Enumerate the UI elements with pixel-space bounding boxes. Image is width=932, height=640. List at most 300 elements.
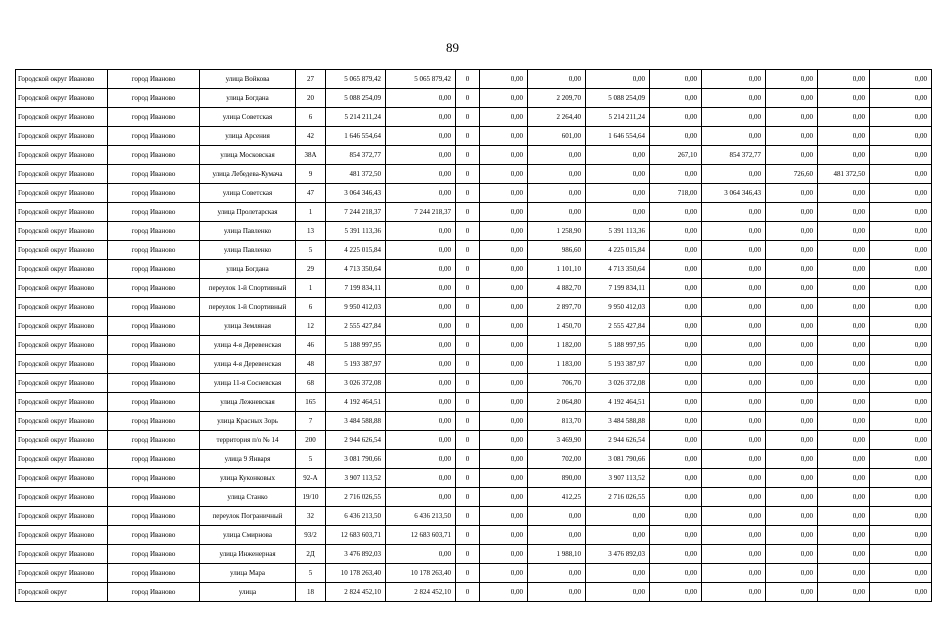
table-cell: 0,00	[818, 374, 870, 393]
table-cell: 5 214 211,24	[586, 108, 650, 127]
table-cell: 1 183,00	[528, 355, 586, 374]
table-cell: 0,00	[818, 336, 870, 355]
table-cell: 0,00	[650, 165, 702, 184]
table-cell: 32	[296, 507, 326, 526]
table-cell: Городской округ Иваново	[16, 89, 108, 108]
table-cell: 46	[296, 336, 326, 355]
table-cell: город Иваново	[108, 450, 200, 469]
data-table	[15, 69, 932, 602]
table-cell: улица 11-я Сосневская	[200, 374, 296, 393]
table-cell: Городской округ Иваново	[16, 412, 108, 431]
table-cell: 0,00	[766, 146, 818, 165]
table-cell: 1 101,10	[528, 260, 586, 279]
table-row	[16, 488, 932, 507]
table-cell: 7	[296, 412, 326, 431]
table-cell: 854 372,77	[326, 146, 386, 165]
table-cell: 0,00	[386, 450, 456, 469]
table-cell: 0,00	[528, 70, 586, 89]
table-cell: 0,00	[818, 488, 870, 507]
table-cell: 0,00	[818, 279, 870, 298]
table-row	[16, 526, 932, 545]
table-cell: 0,00	[818, 298, 870, 317]
table-cell: 0,00	[650, 336, 702, 355]
table-cell: 5 391 113,36	[586, 222, 650, 241]
table-cell: 2 555 427,84	[586, 317, 650, 336]
table-cell: 0,00	[528, 184, 586, 203]
table-cell: 0,00	[766, 469, 818, 488]
table-cell: 0,00	[386, 317, 456, 336]
table-cell: Городской округ Иваново	[16, 317, 108, 336]
table-cell: Городской округ Иваново	[16, 507, 108, 526]
table-cell: 0,00	[818, 127, 870, 146]
table-row	[16, 317, 932, 336]
table-cell: 3 476 892,03	[586, 545, 650, 564]
table-row	[16, 146, 932, 165]
table-cell: 27	[296, 70, 326, 89]
table-cell: 0,00	[480, 260, 528, 279]
table-cell: 4 713 350,64	[326, 260, 386, 279]
table-cell: 1 182,00	[528, 336, 586, 355]
table-cell: 0,00	[766, 108, 818, 127]
table-cell: 0,00	[586, 70, 650, 89]
table-cell: 2 716 026,55	[586, 488, 650, 507]
table-cell: 0	[456, 564, 480, 583]
table-cell: Городской округ Иваново	[16, 393, 108, 412]
table-cell: 0,00	[870, 184, 932, 203]
table-cell: 0	[456, 146, 480, 165]
table-cell: 0	[456, 70, 480, 89]
table-cell: 0,00	[480, 431, 528, 450]
table-cell: 68	[296, 374, 326, 393]
table-cell: 0,00	[650, 526, 702, 545]
table-cell: город Иваново	[108, 165, 200, 184]
table-cell: 0,00	[818, 260, 870, 279]
table-cell: улица Мара	[200, 564, 296, 583]
table-cell: улица Советская	[200, 108, 296, 127]
table-cell: улица 4-я Деревенская	[200, 355, 296, 374]
table-cell: Городской округ Иваново	[16, 355, 108, 374]
table-cell: город Иваново	[108, 241, 200, 260]
table-cell: Городской округ Иваново	[16, 222, 108, 241]
table-cell: 0	[456, 89, 480, 108]
table-cell: Городской округ Иваново	[16, 526, 108, 545]
table-cell: 0,00	[480, 89, 528, 108]
table-cell: 7 244 218,37	[326, 203, 386, 222]
table-cell: 0,00	[870, 336, 932, 355]
table-cell: 0,00	[586, 203, 650, 222]
table-cell: город Иваново	[108, 412, 200, 431]
table-cell: 0,00	[528, 146, 586, 165]
table-cell: город Иваново	[108, 469, 200, 488]
table-cell: 0,00	[818, 146, 870, 165]
table-cell: 0,00	[650, 222, 702, 241]
table-cell: 481 372,50	[818, 165, 870, 184]
table-cell: 0,00	[818, 469, 870, 488]
table-cell: 0,00	[870, 393, 932, 412]
table-cell: 4 192 464,51	[326, 393, 386, 412]
table-cell: 0,00	[480, 127, 528, 146]
table-cell: улица	[200, 583, 296, 602]
table-cell: 0,00	[480, 279, 528, 298]
table-cell: 0,00	[386, 431, 456, 450]
table-cell: Городской округ Иваново	[16, 108, 108, 127]
table-cell: 0	[456, 412, 480, 431]
table-cell: 1	[296, 279, 326, 298]
table-cell: улица Красных Зорь	[200, 412, 296, 431]
table-cell: 0,00	[702, 298, 766, 317]
table-cell: 0,00	[870, 203, 932, 222]
table-cell: 0,00	[702, 526, 766, 545]
table-cell: 0,00	[386, 374, 456, 393]
table-cell: 10 178 263,40	[386, 564, 456, 583]
table-cell: 5 088 254,09	[586, 89, 650, 108]
table-cell: город Иваново	[108, 507, 200, 526]
table-cell: 0,00	[386, 298, 456, 317]
table-cell: 0,00	[650, 260, 702, 279]
table-cell: 6	[296, 298, 326, 317]
table-cell: город Иваново	[108, 127, 200, 146]
table-cell: 0,00	[766, 507, 818, 526]
table-cell: город Иваново	[108, 336, 200, 355]
table-cell: 0,00	[650, 450, 702, 469]
table-row	[16, 222, 932, 241]
table-cell: город Иваново	[108, 488, 200, 507]
table-cell: 0,00	[766, 488, 818, 507]
table-cell: 0,00	[818, 222, 870, 241]
table-cell: 10 178 263,40	[326, 564, 386, 583]
table-cell: 0,00	[586, 526, 650, 545]
table-cell: 0,00	[766, 564, 818, 583]
table-cell: 0,00	[650, 564, 702, 583]
table-cell: 0,00	[480, 203, 528, 222]
table-cell: 6 436 213,50	[386, 507, 456, 526]
table-cell: 3 476 892,03	[326, 545, 386, 564]
table-cell: 6	[296, 108, 326, 127]
table-cell: 2 555 427,84	[326, 317, 386, 336]
table-cell: город Иваново	[108, 89, 200, 108]
table-cell: 0,00	[480, 165, 528, 184]
table-cell: город Иваново	[108, 146, 200, 165]
table-cell: 0,00	[386, 393, 456, 412]
table-cell: 0,00	[818, 431, 870, 450]
table-cell: улица Павленко	[200, 222, 296, 241]
table-cell: 0,00	[870, 260, 932, 279]
table-cell: 0,00	[766, 545, 818, 564]
table-cell: 0	[456, 317, 480, 336]
table-cell: Городской округ Иваново	[16, 374, 108, 393]
table-cell: город Иваново	[108, 70, 200, 89]
table-cell: 0,00	[766, 374, 818, 393]
table-cell: 3 469,90	[528, 431, 586, 450]
table-cell: 0	[456, 184, 480, 203]
table-cell: Городской округ Иваново	[16, 241, 108, 260]
table-cell: 93/2	[296, 526, 326, 545]
table-cell: 0,00	[650, 298, 702, 317]
table-cell: 0,00	[650, 279, 702, 298]
table-row	[16, 393, 932, 412]
table-cell: 412,25	[528, 488, 586, 507]
table-cell: 0,00	[650, 583, 702, 602]
table-cell: 0,00	[766, 412, 818, 431]
table-row	[16, 336, 932, 355]
table-cell: 12 683 603,71	[326, 526, 386, 545]
table-cell: 0,00	[766, 184, 818, 203]
table-cell: Городской округ Иваново	[16, 450, 108, 469]
table-row	[16, 165, 932, 184]
table-row	[16, 89, 932, 108]
table-cell: 0,00	[480, 108, 528, 127]
table-cell: 42	[296, 127, 326, 146]
table-cell: 813,70	[528, 412, 586, 431]
table-cell: 5	[296, 241, 326, 260]
table-row	[16, 127, 932, 146]
table-cell: 0,00	[766, 583, 818, 602]
table-cell: 0,00	[480, 469, 528, 488]
table-cell: 0,00	[818, 203, 870, 222]
table-cell: 3 081 790,66	[326, 450, 386, 469]
table-cell: 6 436 213,50	[326, 507, 386, 526]
table-cell: 0,00	[528, 203, 586, 222]
table-cell: город Иваново	[108, 355, 200, 374]
table-cell: 0,00	[386, 108, 456, 127]
table-cell: 0,00	[386, 336, 456, 355]
table-cell: 0	[456, 165, 480, 184]
table-cell: 0,00	[702, 564, 766, 583]
table-cell: 0,00	[586, 507, 650, 526]
table-cell: 702,00	[528, 450, 586, 469]
table-cell: 0,00	[586, 165, 650, 184]
table-row	[16, 298, 932, 317]
table-cell: улица Инженерная	[200, 545, 296, 564]
table-cell: 0,00	[870, 317, 932, 336]
table-cell: 165	[296, 393, 326, 412]
table-cell: 0,00	[766, 431, 818, 450]
table-cell: 0	[456, 279, 480, 298]
table-cell: 1 258,90	[528, 222, 586, 241]
table-cell: 0	[456, 127, 480, 146]
table-cell: 200	[296, 431, 326, 450]
table-row	[16, 241, 932, 260]
table-cell: 0,00	[766, 203, 818, 222]
table-row	[16, 108, 932, 127]
table-cell: 0,00	[870, 165, 932, 184]
table-cell: 92-А	[296, 469, 326, 488]
table-row	[16, 70, 932, 89]
table-cell: 0,00	[386, 241, 456, 260]
table-cell: 0,00	[386, 545, 456, 564]
table-row	[16, 260, 932, 279]
table-cell: 2Д	[296, 545, 326, 564]
table-cell: город Иваново	[108, 203, 200, 222]
table-cell: 19/10	[296, 488, 326, 507]
table-cell: 0,00	[818, 583, 870, 602]
table-cell: Городской округ Иваново	[16, 469, 108, 488]
table-cell: 0,00	[870, 146, 932, 165]
table-cell: 0	[456, 545, 480, 564]
table-cell: город Иваново	[108, 374, 200, 393]
table-cell: Городской округ Иваново	[16, 336, 108, 355]
table-cell: 3 064 346,43	[702, 184, 766, 203]
table-cell: 12	[296, 317, 326, 336]
table-cell: улица Куконковых	[200, 469, 296, 488]
table-cell: 0	[456, 203, 480, 222]
table-cell: 20	[296, 89, 326, 108]
table-cell: город Иваново	[108, 260, 200, 279]
table-row	[16, 203, 932, 222]
table-cell: 4 225 015,84	[326, 241, 386, 260]
table-cell: 5	[296, 450, 326, 469]
table-cell: город Иваново	[108, 184, 200, 203]
table-cell: 0	[456, 526, 480, 545]
table-cell: 0,00	[702, 165, 766, 184]
table-cell: 5 188 997,95	[326, 336, 386, 355]
table-cell: 0,00	[870, 70, 932, 89]
table-cell: 7 199 834,11	[586, 279, 650, 298]
table-cell: 0,00	[702, 393, 766, 412]
table-cell: 7 199 834,11	[326, 279, 386, 298]
table-cell: 0,00	[702, 355, 766, 374]
table-cell: 5 214 211,24	[326, 108, 386, 127]
table-cell: 0,00	[702, 260, 766, 279]
table-cell: Городской округ Иваново	[16, 564, 108, 583]
table-row	[16, 412, 932, 431]
table-cell: 0,00	[766, 260, 818, 279]
table-cell: 0,00	[766, 241, 818, 260]
table-cell: Городской округ Иваново	[16, 545, 108, 564]
table-cell: 0,00	[870, 355, 932, 374]
table-row	[16, 355, 932, 374]
table-cell: 0,00	[870, 89, 932, 108]
table-cell: 0,00	[480, 298, 528, 317]
table-cell: улица Смирнова	[200, 526, 296, 545]
table-cell: 2 897,70	[528, 298, 586, 317]
table-cell: 0,00	[818, 108, 870, 127]
table-cell: 5 188 997,95	[586, 336, 650, 355]
table-cell: 48	[296, 355, 326, 374]
table-cell: 13	[296, 222, 326, 241]
table-cell: 0,00	[818, 241, 870, 260]
table-cell: Городской округ Иваново	[16, 146, 108, 165]
table-cell: 0,00	[586, 583, 650, 602]
table-cell: 0,00	[818, 507, 870, 526]
table-cell: 2 064,80	[528, 393, 586, 412]
table-cell: 0,00	[702, 336, 766, 355]
table-cell: 3 484 588,88	[326, 412, 386, 431]
table-cell: 0,00	[766, 355, 818, 374]
table-cell: переулок 1-й Спортивный	[200, 279, 296, 298]
table-cell: 0,00	[766, 526, 818, 545]
table-cell: 0	[456, 393, 480, 412]
table-cell: улица Войкова	[200, 70, 296, 89]
table-cell: город Иваново	[108, 279, 200, 298]
table-row	[16, 184, 932, 203]
table-cell: 0	[456, 469, 480, 488]
table-cell: 3 064 346,43	[326, 184, 386, 203]
table-cell: Городской округ Иваново	[16, 279, 108, 298]
table-cell: 0,00	[702, 545, 766, 564]
table-cell: 0	[456, 336, 480, 355]
table-cell: 0,00	[528, 526, 586, 545]
table-cell: 0,00	[386, 412, 456, 431]
table-cell: 0,00	[766, 222, 818, 241]
table-cell: 2 716 026,55	[326, 488, 386, 507]
table-cell: 5 391 113,36	[326, 222, 386, 241]
table-cell: 1 450,70	[528, 317, 586, 336]
table-row	[16, 431, 932, 450]
table-cell: 1 646 554,64	[586, 127, 650, 146]
table-cell: 0,00	[702, 108, 766, 127]
table-cell: Городской округ Иваново	[16, 431, 108, 450]
table-cell: улица Лебедева-Кумача	[200, 165, 296, 184]
table-cell: 0	[456, 431, 480, 450]
table-cell: Городской округ Иваново	[16, 298, 108, 317]
table-cell: 0,00	[650, 241, 702, 260]
table-cell: 0	[456, 222, 480, 241]
table-cell: 0,00	[480, 564, 528, 583]
table-cell: город Иваново	[108, 222, 200, 241]
table-cell: 0	[456, 241, 480, 260]
table-cell: 0,00	[702, 507, 766, 526]
table-cell: 0,00	[480, 545, 528, 564]
table-cell: 0,00	[386, 146, 456, 165]
table-cell: 0,00	[818, 564, 870, 583]
table-cell: 0,00	[766, 279, 818, 298]
table-cell: 0,00	[818, 393, 870, 412]
table-cell: 0,00	[870, 507, 932, 526]
table-cell: Городской округ Иваново	[16, 260, 108, 279]
table-row	[16, 469, 932, 488]
table-cell: 0,00	[650, 89, 702, 108]
table-row	[16, 583, 932, 602]
table-cell: 0,00	[818, 412, 870, 431]
table-cell: 0,00	[870, 469, 932, 488]
table-cell: 0,00	[650, 127, 702, 146]
table-row	[16, 279, 932, 298]
table-cell: 0	[456, 298, 480, 317]
table-cell: 0,00	[870, 450, 932, 469]
table-cell: 0,00	[480, 146, 528, 165]
table-cell: 0,00	[702, 374, 766, 393]
table-cell: улица Пролетарская	[200, 203, 296, 222]
table-cell: 0,00	[870, 279, 932, 298]
table-cell: улица Лежневская	[200, 393, 296, 412]
table-cell: 726,60	[766, 165, 818, 184]
table-cell: 0,00	[386, 260, 456, 279]
table-cell: 0,00	[650, 317, 702, 336]
table-cell: 706,70	[528, 374, 586, 393]
table-cell: 0,00	[702, 222, 766, 241]
table-cell: 0	[456, 355, 480, 374]
table-cell: 47	[296, 184, 326, 203]
table-cell: 2 824 452,10	[326, 583, 386, 602]
table-cell: 12 683 603,71	[386, 526, 456, 545]
table-cell: улица Богдана	[200, 89, 296, 108]
table-cell: 3 026 372,08	[326, 374, 386, 393]
table-cell: 38А	[296, 146, 326, 165]
table-cell: 0,00	[480, 184, 528, 203]
table-cell: 0,00	[870, 526, 932, 545]
table-cell: 0,00	[386, 355, 456, 374]
table-row	[16, 374, 932, 393]
table-cell: улица Павленко	[200, 241, 296, 260]
table-cell: улица Станко	[200, 488, 296, 507]
table-row	[16, 507, 932, 526]
table-cell: Городской округ Иваново	[16, 184, 108, 203]
table-cell: 0,00	[386, 165, 456, 184]
table-cell: 0,00	[702, 450, 766, 469]
table-cell: улица Арсения	[200, 127, 296, 146]
table-cell: 2 264,40	[528, 108, 586, 127]
